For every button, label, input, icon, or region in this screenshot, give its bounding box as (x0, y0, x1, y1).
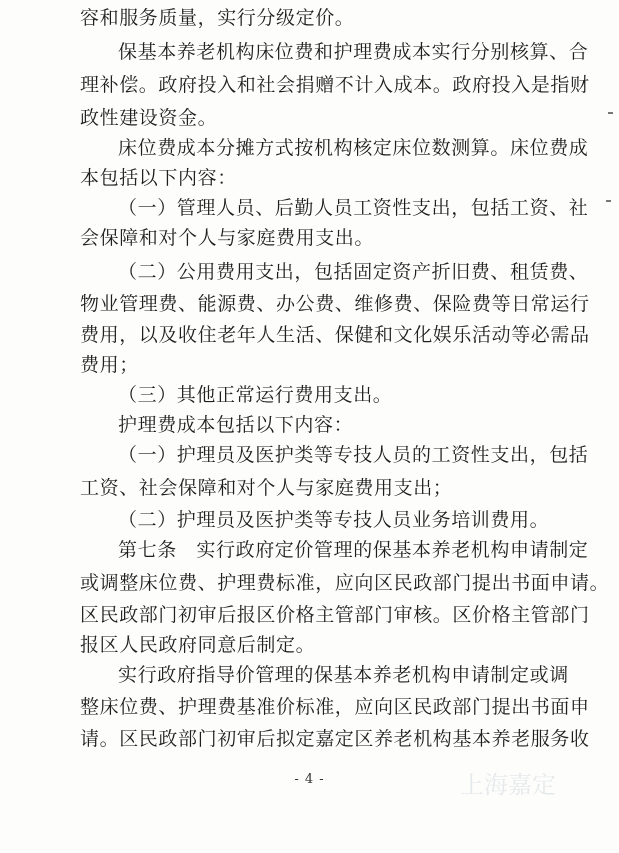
text-line: （二）护理员及医护类等专技人员业务培训费用。 (118, 509, 550, 531)
text-line: （一）护理员及医护类等专技人员的工资性支出，包括 (118, 444, 589, 466)
text-line: 第七条 实行政府定价管理的保基本养老机构申请制定 (118, 539, 589, 561)
text-line: 床位费成本分摊方式按机构核定床位数测算。床位费成 (118, 137, 589, 159)
text-line: 请。区民政部门初审后拟定嘉定区养老机构基本养老服务收 (80, 728, 590, 750)
text-line: 费用； (80, 354, 139, 376)
text-line: 整床位费、护理费基准价标准，应向区民政部门提出书面申 (80, 696, 590, 718)
text-line: 护理费成本包括以下内容： (118, 414, 354, 436)
text-line: 保基本养老机构床位费和护理费成本实行分别核算、合 (118, 41, 589, 63)
text-line: 政性建设资金。 (80, 107, 218, 129)
text-line: （一）管理人员、后勤人员工资性支出，包括工资、社 (118, 197, 589, 219)
text-line: 工资、社会保障和对个人与家庭费用支出； (80, 477, 453, 499)
watermark-text: 上海嘉定 (460, 771, 556, 799)
text-line: 费用，以及收住老年人生活、保健和文化娱乐活动等必需品 (80, 324, 590, 346)
scan-mark (606, 200, 611, 202)
text-line: 实行政府指导价管理的保基本养老机构申请制定或调 (118, 664, 569, 686)
text-line: 物业管理费、能源费、办公费、维修费、保险费等日常运行 (80, 293, 590, 315)
text-line: 区民政部门初审后报区价格主管部门审核。区价格主管部门 (80, 604, 590, 626)
text-line: （三）其他正常运行费用支出。 (118, 384, 393, 406)
page-number: - 4 - (294, 772, 325, 787)
text-line: 会保障和对个人与家庭费用支出。 (80, 227, 375, 249)
text-line: 理补偿。政府投入和社会捐赠不计入成本。政府投入是指财 (80, 74, 590, 96)
text-line: 本包括以下内容： (80, 167, 237, 189)
text-line: 容和服务质量，实行分级定价。 (80, 7, 355, 29)
text-line: 或调整床位费、护理费标准，应向区民政部门提出书面申请。 (80, 572, 610, 594)
text-line: 报区人民政府同意后制定。 (80, 634, 316, 656)
scan-mark (608, 112, 613, 114)
watermark-logo (458, 766, 568, 802)
text-line: （二）公用费用支出，包括固定资产折旧费、租赁费、 (118, 261, 589, 283)
